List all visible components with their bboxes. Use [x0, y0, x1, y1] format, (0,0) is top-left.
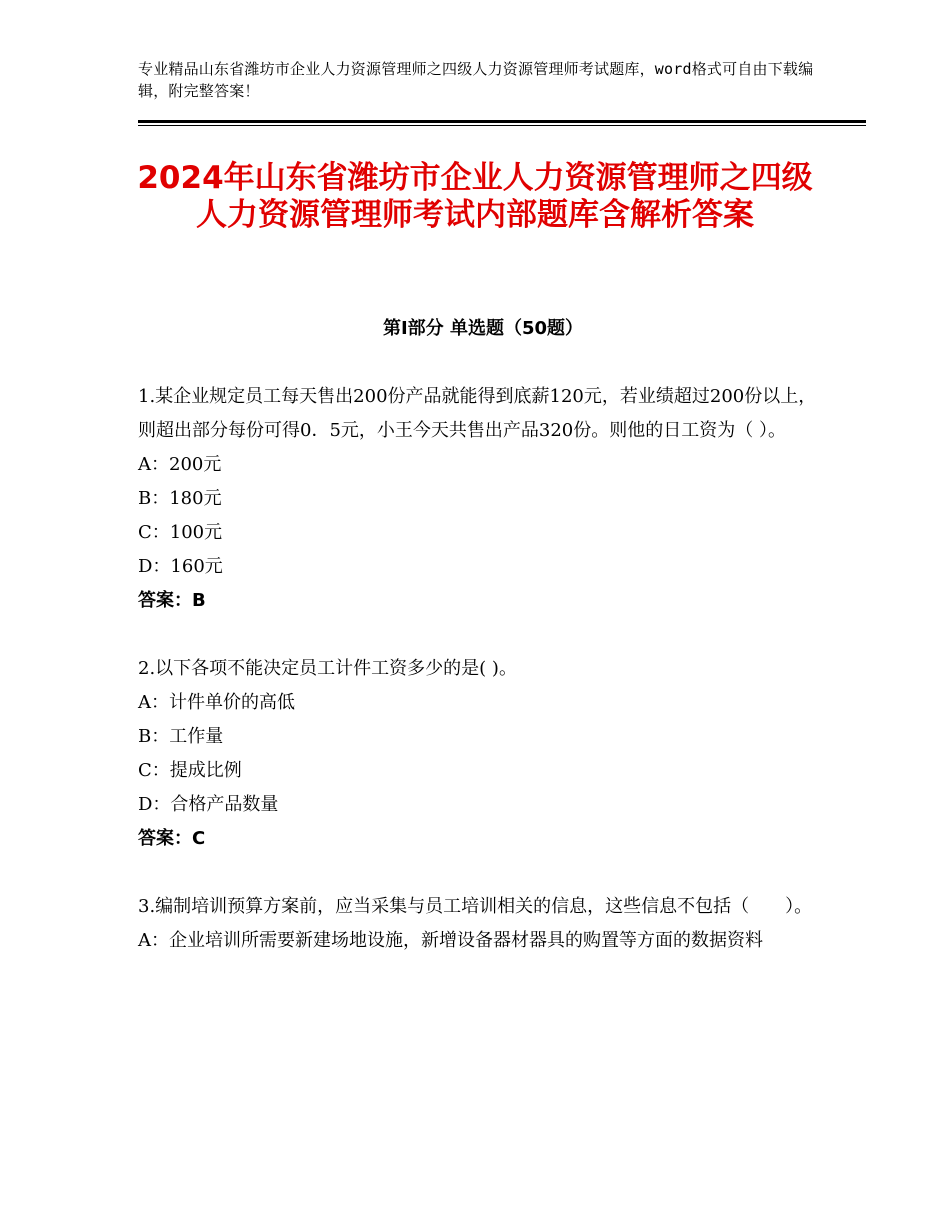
option-c: C：100元 — [138, 522, 223, 543]
answer: 答案：B — [138, 590, 206, 611]
option-b: B：180元 — [138, 488, 222, 509]
header-rule-thick — [138, 120, 866, 123]
question-1 — [138, 380, 818, 618]
question-stem: 2.以下各项不能决定员工计件工资多少的是( )。 — [138, 658, 517, 679]
option-d: D：合格产品数量 — [138, 794, 279, 815]
question-list — [138, 380, 818, 992]
header-rule-thin — [138, 125, 866, 126]
option-d: D：160元 — [138, 556, 223, 577]
question-stem: 1.某企业规定员工每天售出200份产品就能得到底薪120元，若业绩超过200份以上，则超出部分每份可得0．5元，小王今天共售出产品320份。则他的日工资为（ ）。 — [138, 386, 817, 441]
option-c: C：提成比例 — [138, 760, 242, 781]
section-title: 第Ⅰ部分 单选题（50题） — [382, 318, 583, 339]
option-a: A：200元 — [138, 454, 222, 475]
document-title: 2024年山东省潍坊市企业人力资源管理师之四级人力资源管理师考试内部题库含解析答案 — [137, 160, 813, 233]
question-2 — [138, 652, 818, 856]
header-note: 专业精品山东省潍坊市企业人力资源管理师之四级人力资源管理师考试题库，word格式可自由下载编辑，附完整答案！ — [138, 60, 814, 100]
answer: 答案：C — [138, 828, 206, 849]
option-a: A：企业培训所需要新建场地设施，新增设备器材器具的购置等方面的数据资料 — [138, 930, 763, 951]
question-3 — [138, 890, 818, 958]
question-stem: 3.编制培训预算方案前，应当采集与员工培训相关的信息，这些信息不包括（ ）。 — [138, 896, 813, 917]
option-a: A：计件单价的高低 — [138, 692, 295, 713]
option-b: B：工作量 — [138, 726, 224, 747]
